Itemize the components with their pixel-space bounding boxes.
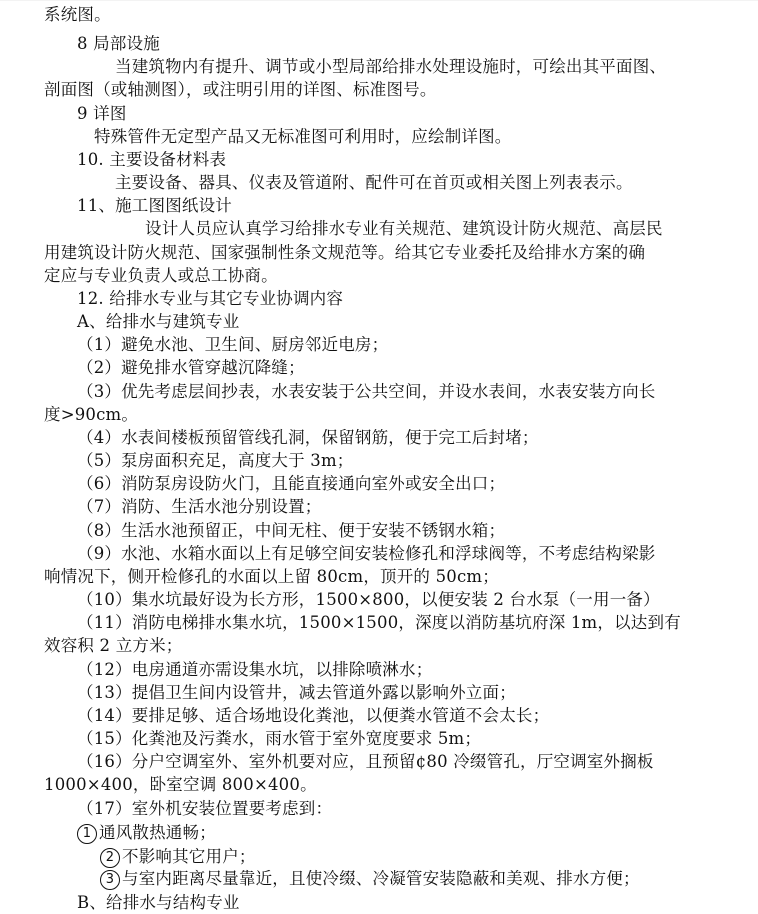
circled-list-item xyxy=(100,868,640,890)
list-item: （7）消防、生活水池分别设置； xyxy=(77,497,322,516)
subsection-heading-b-partial: B、给排水与结构专业 xyxy=(77,893,240,912)
list-item-continuation: 1000×400，卧室空调 800×400。 xyxy=(44,775,317,794)
list-item: （1）避免水池、卫生间、厨房邻近电房； xyxy=(77,335,389,354)
text-line: 系统图。 xyxy=(44,5,111,24)
list-item: （13）提倡卫生间内设管井，减去管道外露以影响外立面； xyxy=(77,683,516,702)
section-heading-11: 11、施工图图纸设计 xyxy=(77,196,232,215)
text-line: 定应与专业负责人或总工协商。 xyxy=(44,266,278,285)
list-item: （2）避免排水管穿越沉降缝； xyxy=(77,358,305,377)
circled-list-item xyxy=(77,822,216,844)
list-item-continuation: 效容积 2 立方米； xyxy=(44,636,183,655)
page-top-edge xyxy=(0,0,758,1)
list-item: （3）优先考虑层间抄表，水表安装于公共空间，并设水表间，水表安装方向长 xyxy=(77,382,656,401)
list-item-continuation: 响情况下，侧开检修孔的水面以上留 80cm，顶开的 50cm； xyxy=(44,567,499,586)
text-line: 设计人员应认真学习给排水专业有关规范、建筑设计防火规范、高层民 xyxy=(145,219,663,238)
section-heading-8: 8 局部设施 xyxy=(77,34,160,53)
circled-number-3: 3 xyxy=(100,870,120,890)
circled-item-text: 通风散热通畅； xyxy=(99,823,216,842)
text-line: 剖面图（或轴测图），或注明引用的详图、标准图号。 xyxy=(44,80,437,99)
list-item: （4）水表间楼板预留管线孔洞，保留钢筋，便于完工后封堵； xyxy=(77,428,539,447)
list-item: （10）集水坑最好设为长方形，1500×800，以便安装 2 台水泵（一用一备） xyxy=(77,590,660,609)
section-heading-12: 12. 给排水专业与其它专业协调内容 xyxy=(77,289,344,308)
list-item: （16）分户空调室外、室外机要对应，且预留¢80 冷缀管孔，厅空调室外搁板 xyxy=(77,752,654,771)
list-item: （5）泵房面积充足，高度大于 3m； xyxy=(77,451,354,470)
list-item: （12）电房通道亦需设集水坑，以排除喷淋水； xyxy=(77,660,433,679)
list-item: （15）化粪池及污粪水，雨水管于室外宽度要求 5m； xyxy=(77,729,482,748)
list-item: （11）消防电梯排水集水坑，1500×1500，深度以消防基坑府深 1m，以达到有 xyxy=(77,613,681,632)
text-line: 当建筑物内有提升、调节或小型局部给排水处理设施时，可绘出其平面图、 xyxy=(115,57,667,76)
circled-number-1: 1 xyxy=(77,824,97,844)
circled-list-item xyxy=(100,846,256,868)
list-item: （8）生活水池预留正，中间无柱、便于安装不锈钢水箱； xyxy=(77,521,506,540)
text-line: 主要设备、器具、仪表及管道附、配件可在首页或相关图上列表表示。 xyxy=(115,173,633,192)
circled-number-2: 2 xyxy=(100,848,120,868)
list-item: （9）水池、水箱水面以上有足够空间安装检修孔和浮球阀等，不考虑结构梁影 xyxy=(77,544,656,563)
list-item: （17）室外机安装位置要考虑到： xyxy=(77,799,333,818)
list-item-continuation: 度>90cm。 xyxy=(44,405,139,424)
subsection-heading-a: A、给排水与建筑专业 xyxy=(77,312,240,331)
section-heading-10: 10. 主要设备材料表 xyxy=(77,150,227,169)
circled-item-text: 不影响其它用户； xyxy=(122,847,256,866)
list-item: （6）消防泵房设防火门，且能直接通向室外或安全出口； xyxy=(77,474,506,493)
text-line: 用建筑设计防火规范、国家强制性条文规范等。给其它专业委托及给排水方案的确 xyxy=(44,243,646,262)
list-item: （14）要排足够、适合场地设化粪池，以便粪水管道不会太长； xyxy=(77,706,550,725)
circled-item-text: 与室内距离尽量靠近，且使冷缀、冷凝管安装隐蔽和美观、排水方便； xyxy=(122,869,640,888)
section-heading-9: 9 详图 xyxy=(77,104,127,123)
text-line: 特殊管件无定型产品又无标准图可利用时，应绘制详图。 xyxy=(94,127,512,146)
